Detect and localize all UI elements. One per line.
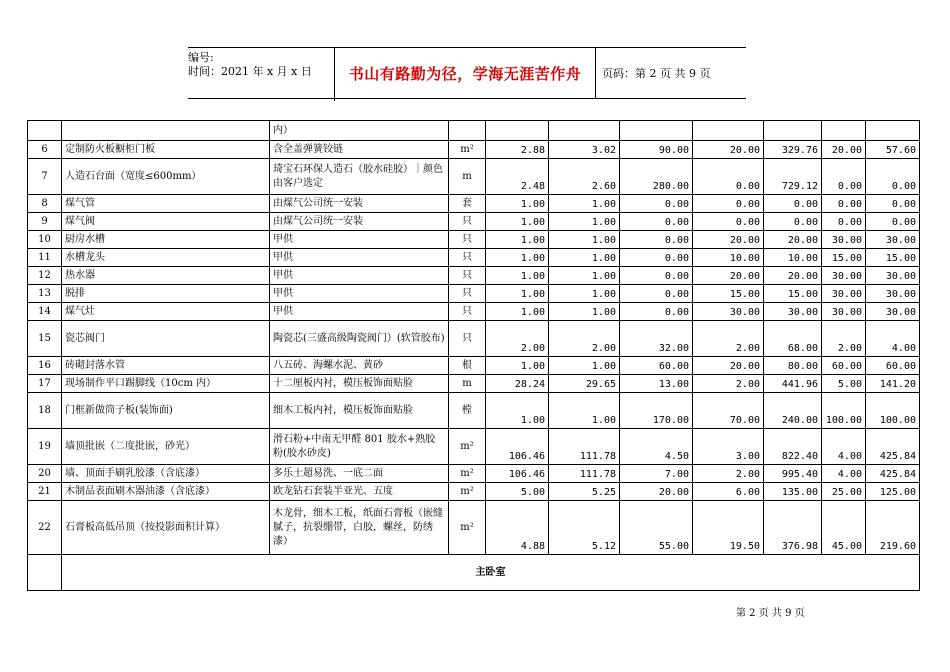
cell-p1: 0.00 bbox=[620, 231, 693, 249]
cell-unit: m² bbox=[449, 501, 486, 555]
cell-p1: 20.00 bbox=[620, 483, 693, 501]
cell-material: 含全盖弹簧铰链 bbox=[270, 141, 449, 159]
cell-item: 热水器 bbox=[62, 267, 270, 285]
cell-unit: m² bbox=[449, 429, 486, 465]
quote-table bbox=[27, 120, 920, 591]
cell-p2: 19.50 bbox=[693, 501, 764, 555]
cell-unit: m bbox=[449, 159, 486, 195]
cell-m: 15.00 bbox=[822, 249, 866, 267]
cell-no: 16 bbox=[28, 357, 62, 375]
cell-t2: 60.00 bbox=[866, 357, 920, 375]
cell-no: 15 bbox=[28, 321, 62, 357]
cell-unit: 只 bbox=[449, 321, 486, 357]
cell-t1: 10.00 bbox=[764, 249, 822, 267]
cell-q1: 1.00 bbox=[486, 213, 549, 231]
cell-p2: 10.00 bbox=[693, 249, 764, 267]
cell-p1: 0.00 bbox=[620, 249, 693, 267]
cell-no: 17 bbox=[28, 375, 62, 393]
cell-material: 细木工板内衬，模压板饰面贴脸 bbox=[270, 393, 449, 429]
cell-no: 19 bbox=[28, 429, 62, 465]
table-row bbox=[28, 429, 920, 465]
cell-no: 12 bbox=[28, 267, 62, 285]
cell-item: 瓷芯阀门 bbox=[62, 321, 270, 357]
cell-t2: 30.00 bbox=[866, 231, 920, 249]
table-row bbox=[28, 303, 920, 321]
cell-p2: 2.00 bbox=[693, 375, 764, 393]
cell-material: 滑石粉+中南无甲醛 801 胶水+熟胶粉(胶水砂皮) bbox=[270, 429, 449, 465]
cell-p2: 0.00 bbox=[693, 213, 764, 231]
cell-q2: 111.78 bbox=[549, 465, 620, 483]
cell-q2: 1.00 bbox=[549, 285, 620, 303]
cell-material: 十二厘板内衬，模压板饰面贴脸 bbox=[270, 375, 449, 393]
cell-t1: 729.12 bbox=[764, 159, 822, 195]
cell-material: 甲供 bbox=[270, 303, 449, 321]
cell-q2: 1.00 bbox=[549, 195, 620, 213]
cell-no: 6 bbox=[28, 141, 62, 159]
cell-p2: 20.00 bbox=[693, 141, 764, 159]
table-row bbox=[28, 357, 920, 375]
cell-no: 10 bbox=[28, 231, 62, 249]
cell-p2: 3.00 bbox=[693, 429, 764, 465]
cell-q2: 5.12 bbox=[549, 501, 620, 555]
cell-q2: 1.00 bbox=[549, 267, 620, 285]
cell-item: 石膏板高低吊顶（按投影面积计算） bbox=[62, 501, 270, 555]
cell-item: 木制品表面刷木器油漆（含底漆） bbox=[62, 483, 270, 501]
table-body bbox=[28, 121, 920, 591]
cell-p1: 32.00 bbox=[620, 321, 693, 357]
cell-m: 100.00 bbox=[822, 393, 866, 429]
cell-m: 60.00 bbox=[822, 357, 866, 375]
cell-t1: 30.00 bbox=[764, 303, 822, 321]
cell-m: 4.00 bbox=[822, 429, 866, 465]
cell-q1: 1.00 bbox=[486, 285, 549, 303]
cell-q1: 1.00 bbox=[486, 231, 549, 249]
cell-item: 脱排 bbox=[62, 285, 270, 303]
cell-t2: 125.00 bbox=[866, 483, 920, 501]
cell-q1: 28.24 bbox=[486, 375, 549, 393]
table-row bbox=[28, 231, 920, 249]
cell-m: 30.00 bbox=[822, 267, 866, 285]
page-header bbox=[188, 47, 746, 99]
cell-m: 0.00 bbox=[822, 195, 866, 213]
table-row bbox=[28, 375, 920, 393]
cell-q1: 5.00 bbox=[486, 483, 549, 501]
table-row bbox=[28, 501, 920, 555]
cell-item: 墙顶批嵌（二度批嵌，砂光） bbox=[62, 429, 270, 465]
cell-t2: 425.84 bbox=[866, 429, 920, 465]
header-motto: 书山有路勤为径，学海无涯苦作舟 bbox=[335, 48, 596, 98]
header-page-info: 页码：第 2 页 共 9 页 bbox=[602, 67, 711, 80]
cell-no: 13 bbox=[28, 285, 62, 303]
cell-unit: 只 bbox=[449, 231, 486, 249]
cell-m: 2.00 bbox=[822, 321, 866, 357]
cell-unit: 只 bbox=[449, 303, 486, 321]
cell-m: 0.00 bbox=[822, 213, 866, 231]
cell-material: 由煤气公司统一安装 bbox=[270, 195, 449, 213]
cell-q2: 111.78 bbox=[549, 429, 620, 465]
cell-t1: 80.00 bbox=[764, 357, 822, 375]
cell-p1: 7.00 bbox=[620, 465, 693, 483]
cell-m: 30.00 bbox=[822, 303, 866, 321]
cell-p2: 30.00 bbox=[693, 303, 764, 321]
cell-t1: 68.00 bbox=[764, 321, 822, 357]
cell-q1: 1.00 bbox=[486, 357, 549, 375]
cell-t1: 995.40 bbox=[764, 465, 822, 483]
continuation-cell: 内） bbox=[270, 121, 449, 141]
cell-q2: 1.00 bbox=[549, 231, 620, 249]
cell-p2: 0.00 bbox=[693, 159, 764, 195]
cell-t1: 0.00 bbox=[764, 213, 822, 231]
cell-t2: 0.00 bbox=[866, 213, 920, 231]
cell-p1: 170.00 bbox=[620, 393, 693, 429]
cell-p2: 0.00 bbox=[693, 195, 764, 213]
cell-t1: 135.00 bbox=[764, 483, 822, 501]
cell-material: 由煤气公司统一安装 bbox=[270, 213, 449, 231]
cell-q1: 1.00 bbox=[486, 249, 549, 267]
cell-item: 人造石台面（宽度≤600mm） bbox=[62, 159, 270, 195]
cell-m: 4.00 bbox=[822, 465, 866, 483]
cell-item: 门框新做筒子板(装饰面) bbox=[62, 393, 270, 429]
cell-q1: 2.48 bbox=[486, 159, 549, 195]
cell-item: 水槽龙头 bbox=[62, 249, 270, 267]
cell-item: 定制防火板橱柜门板 bbox=[62, 141, 270, 159]
cell-m: 20.00 bbox=[822, 141, 866, 159]
cell-material: 甲供 bbox=[270, 267, 449, 285]
cell-t2: 4.00 bbox=[866, 321, 920, 357]
cell-p1: 90.00 bbox=[620, 141, 693, 159]
cell-unit: 只 bbox=[449, 285, 486, 303]
cell-t2: 30.00 bbox=[866, 285, 920, 303]
cell-t2: 100.00 bbox=[866, 393, 920, 429]
cell-q1: 2.00 bbox=[486, 321, 549, 357]
cell-item: 煤气灶 bbox=[62, 303, 270, 321]
cell-item: 墙、顶面手刷乳胶漆（含底漆） bbox=[62, 465, 270, 483]
cell-no: 22 bbox=[28, 501, 62, 555]
table-row bbox=[28, 195, 920, 213]
cell-item: 煤气阀 bbox=[62, 213, 270, 231]
cell-m: 45.00 bbox=[822, 501, 866, 555]
cell-no: 7 bbox=[28, 159, 62, 195]
cell-material: 甲供 bbox=[270, 285, 449, 303]
cell-no: 21 bbox=[28, 483, 62, 501]
cell-t1: 329.76 bbox=[764, 141, 822, 159]
cell-q1: 106.46 bbox=[486, 465, 549, 483]
table-row bbox=[28, 483, 920, 501]
cell-q2: 1.00 bbox=[549, 213, 620, 231]
cell-q2: 5.25 bbox=[549, 483, 620, 501]
cell-t1: 0.00 bbox=[764, 195, 822, 213]
table-row bbox=[28, 285, 920, 303]
cell-item: 现场制作平口踢脚线（10cm 内） bbox=[62, 375, 270, 393]
cell-m: 0.00 bbox=[822, 159, 866, 195]
cell-p2: 15.00 bbox=[693, 285, 764, 303]
cell-no: 18 bbox=[28, 393, 62, 429]
cell-unit: 只 bbox=[449, 249, 486, 267]
table-row bbox=[28, 213, 920, 231]
cell-q2: 1.00 bbox=[549, 303, 620, 321]
cell-p2: 70.00 bbox=[693, 393, 764, 429]
cell-p1: 0.00 bbox=[620, 213, 693, 231]
cell-item: 煤气管 bbox=[62, 195, 270, 213]
cell-p1: 0.00 bbox=[620, 267, 693, 285]
cell-m: 30.00 bbox=[822, 285, 866, 303]
cell-unit: m² bbox=[449, 483, 486, 501]
cell-q1: 1.00 bbox=[486, 195, 549, 213]
cell-no: 20 bbox=[28, 465, 62, 483]
cell-p1: 0.00 bbox=[620, 195, 693, 213]
cell-unit: m bbox=[449, 375, 486, 393]
cell-t2: 0.00 bbox=[866, 159, 920, 195]
cell-t2: 15.00 bbox=[866, 249, 920, 267]
page-footer: 第 2 页 共 9 页 bbox=[736, 608, 805, 619]
cell-material: 欧龙钻石套装半亚光、五度 bbox=[270, 483, 449, 501]
cell-material: 木龙骨，细木工板，纸面石膏板（嵌缝腻子，抗裂绷带，白胶，螺丝，防绣漆） bbox=[270, 501, 449, 555]
cell-p2: 6.00 bbox=[693, 483, 764, 501]
cell-q1: 2.88 bbox=[486, 141, 549, 159]
cell-t1: 20.00 bbox=[764, 231, 822, 249]
cell-no: 9 bbox=[28, 213, 62, 231]
section-title: 主卧室 bbox=[62, 555, 920, 591]
cell-p2: 2.00 bbox=[693, 465, 764, 483]
cell-p2: 2.00 bbox=[693, 321, 764, 357]
cell-unit: m² bbox=[449, 141, 486, 159]
cell-p2: 20.00 bbox=[693, 357, 764, 375]
cell-material: 八五砖、海螺水泥、黄砂 bbox=[270, 357, 449, 375]
cell-no: 11 bbox=[28, 249, 62, 267]
cell-p1: 13.00 bbox=[620, 375, 693, 393]
cell-t2: 425.84 bbox=[866, 465, 920, 483]
cell-q1: 1.00 bbox=[486, 267, 549, 285]
cell-q2: 1.00 bbox=[549, 393, 620, 429]
cell-unit: 只 bbox=[449, 213, 486, 231]
cell-q1: 1.00 bbox=[486, 303, 549, 321]
cell-t2: 219.60 bbox=[866, 501, 920, 555]
cell-p2: 20.00 bbox=[693, 231, 764, 249]
header-meta bbox=[188, 48, 335, 101]
table-row-continuation bbox=[28, 121, 920, 141]
cell-material: 陶瓷芯(三盛高级陶瓷阀门）(软管胶布) bbox=[270, 321, 449, 357]
cell-m: 25.00 bbox=[822, 483, 866, 501]
cell-q2: 1.00 bbox=[549, 249, 620, 267]
cell-m: 5.00 bbox=[822, 375, 866, 393]
table-row bbox=[28, 321, 920, 357]
cell-t1: 240.00 bbox=[764, 393, 822, 429]
cell-no: 14 bbox=[28, 303, 62, 321]
cell-p2: 20.00 bbox=[693, 267, 764, 285]
cell-item: 砖砌封落水管 bbox=[62, 357, 270, 375]
cell-t2: 30.00 bbox=[866, 267, 920, 285]
cell-t1: 822.40 bbox=[764, 429, 822, 465]
section-row bbox=[28, 555, 920, 591]
cell-material: 甲供 bbox=[270, 249, 449, 267]
cell-p1: 55.00 bbox=[620, 501, 693, 555]
cell-q2: 2.60 bbox=[549, 159, 620, 195]
cell-unit: 樘 bbox=[449, 393, 486, 429]
cell-p1: 0.00 bbox=[620, 303, 693, 321]
cell-t2: 0.00 bbox=[866, 195, 920, 213]
table-row bbox=[28, 267, 920, 285]
table-row bbox=[28, 159, 920, 195]
cell-q2: 3.02 bbox=[549, 141, 620, 159]
cell-t2: 141.20 bbox=[866, 375, 920, 393]
time-label: 时间：2021 年 x 月 x 日 bbox=[188, 65, 312, 78]
cell-item: 厨房水槽 bbox=[62, 231, 270, 249]
cell-p1: 4.50 bbox=[620, 429, 693, 465]
cell-unit: 根 bbox=[449, 357, 486, 375]
cell-t1: 376.98 bbox=[764, 501, 822, 555]
cell-unit: 套 bbox=[449, 195, 486, 213]
cell-p1: 0.00 bbox=[620, 285, 693, 303]
cell-q2: 1.00 bbox=[549, 357, 620, 375]
table-row bbox=[28, 141, 920, 159]
table-row bbox=[28, 393, 920, 429]
cell-p1: 280.00 bbox=[620, 159, 693, 195]
cell-q1: 1.00 bbox=[486, 393, 549, 429]
cell-m: 30.00 bbox=[822, 231, 866, 249]
cell-material: 甲供 bbox=[270, 231, 449, 249]
cell-no: 8 bbox=[28, 195, 62, 213]
cell-t2: 57.60 bbox=[866, 141, 920, 159]
cell-q1: 4.88 bbox=[486, 501, 549, 555]
cell-t2: 30.00 bbox=[866, 303, 920, 321]
table-row bbox=[28, 465, 920, 483]
cell-material: 多乐士超易洗、一底二面 bbox=[270, 465, 449, 483]
cell-t1: 15.00 bbox=[764, 285, 822, 303]
cell-material: 琦宝石环保人造石（胶水硅胶）｜颜色由客户选定 bbox=[270, 159, 449, 195]
cell-p1: 60.00 bbox=[620, 357, 693, 375]
cell-unit: 只 bbox=[449, 267, 486, 285]
cell-q2: 29.65 bbox=[549, 375, 620, 393]
cell-unit: m² bbox=[449, 465, 486, 483]
cell-q2: 2.00 bbox=[549, 321, 620, 357]
code-label: 编号: bbox=[188, 51, 214, 64]
cell-t1: 20.00 bbox=[764, 267, 822, 285]
cell-t1: 441.96 bbox=[764, 375, 822, 393]
cell-q1: 106.46 bbox=[486, 429, 549, 465]
table-row bbox=[28, 249, 920, 267]
